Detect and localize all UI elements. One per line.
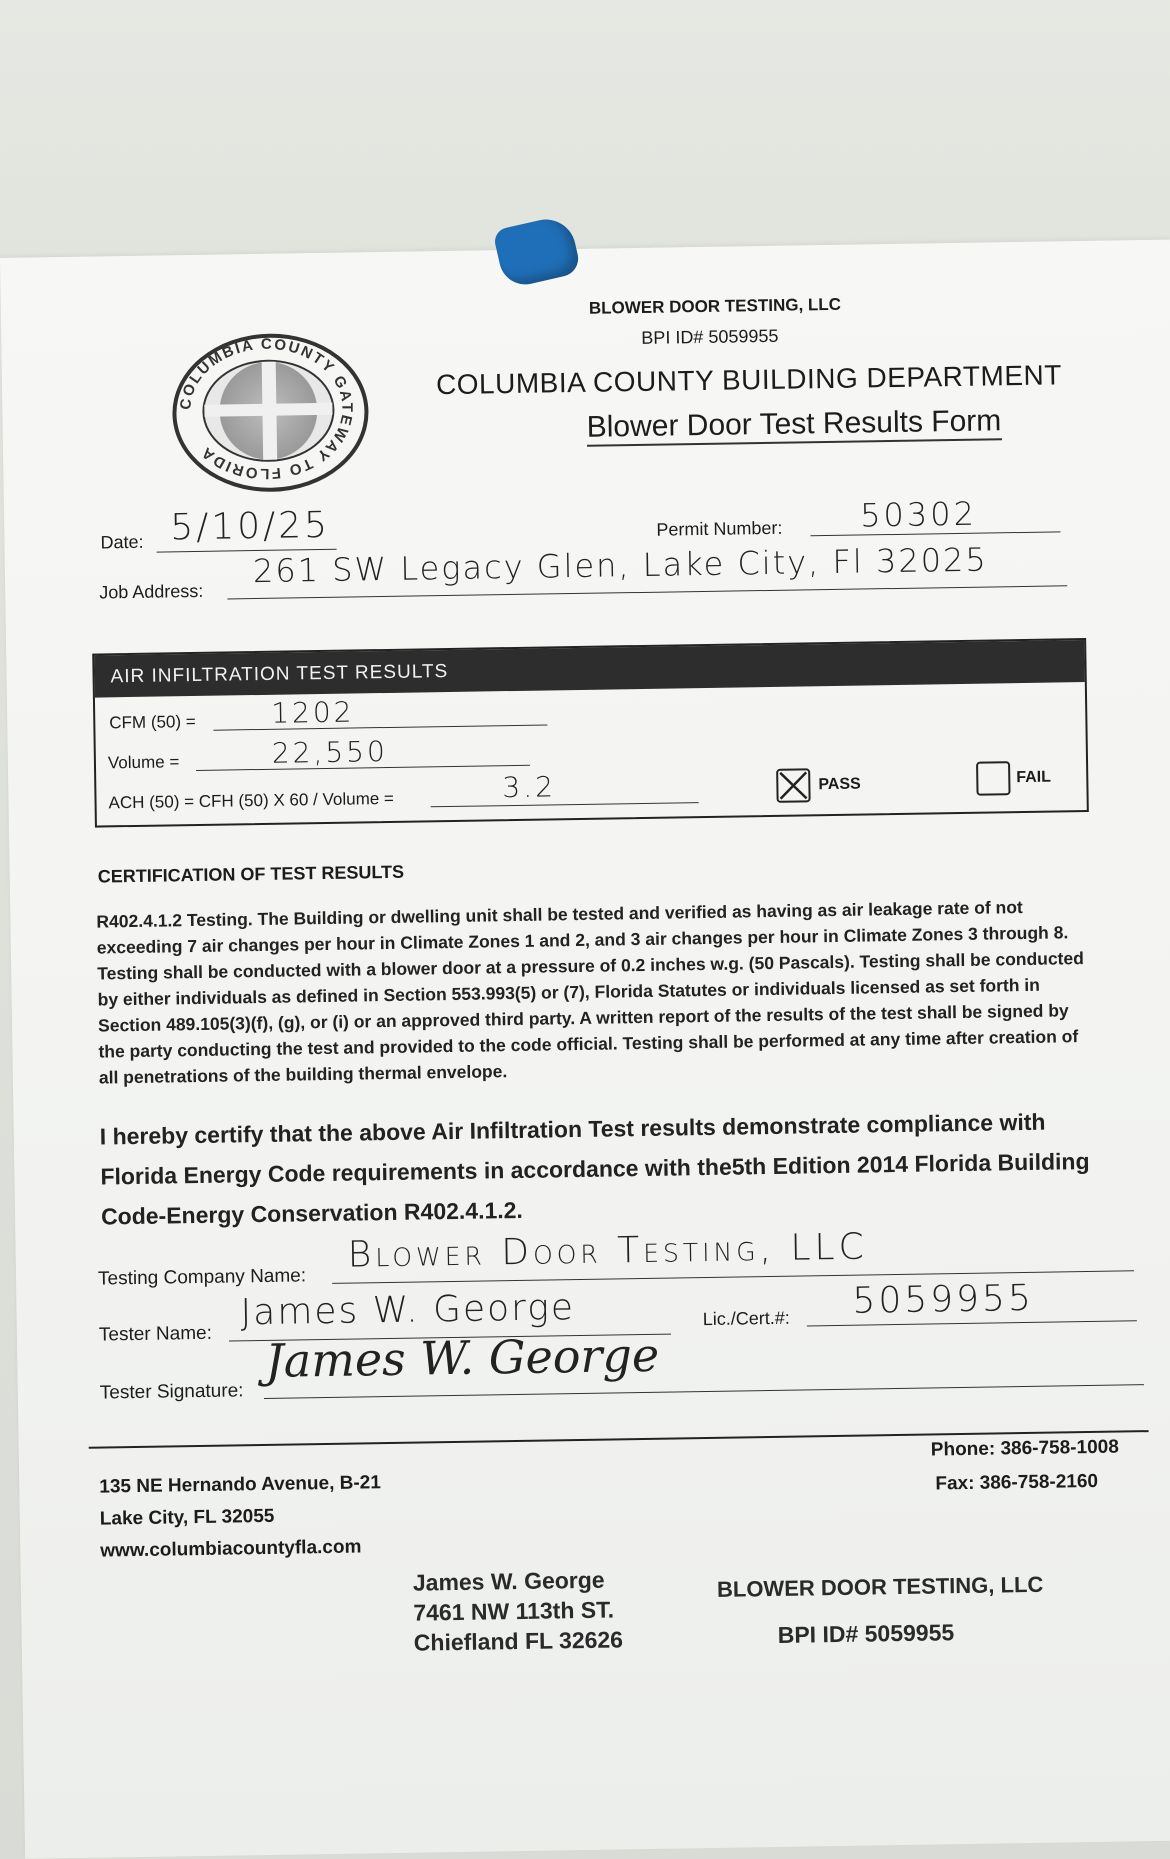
- cfm-value: 1202: [270, 695, 355, 730]
- permit-label: Permit Number:: [656, 517, 783, 540]
- form-title: Blower Door Test Results Form: [586, 404, 1001, 447]
- ach-value: 3.2: [502, 770, 557, 805]
- fail-checkbox[interactable]: [976, 761, 1011, 796]
- footer-fax: Fax: 386-758-2160: [935, 1470, 1099, 1495]
- blue-tape: [492, 214, 581, 290]
- bpi-id: BPI ID# 5059955: [641, 325, 779, 348]
- footer-website[interactable]: www.columbiacountyfla.com: [100, 1536, 362, 1562]
- form-sheet: [0, 240, 1170, 1859]
- company-name: BLOWER DOOR TESTING, LLC: [588, 294, 842, 318]
- certification-heading: CERTIFICATION OF TEST RESULTS: [97, 861, 405, 887]
- lic-value: 5059955: [852, 1277, 1035, 1322]
- results-heading-bar: [94, 640, 1085, 698]
- testing-company-value: Blower Door Testing, LLC: [347, 1226, 868, 1276]
- svg-text:COLUMBIA COUNTY GATEWAY TO FLO: [176, 334, 357, 483]
- stamp-street: 7461 NW 113th ST.: [413, 1596, 615, 1626]
- certification-statement: I hereby certify that the above Air Infiltration Test results demonstrate compliance with Florida Energy Code requirements in accordance with the5th Edition 2014 Florida Building Code-Energy Conservation R402.4.1.2.: [99, 1108, 1090, 1230]
- date-value: 5/10/25: [169, 504, 331, 549]
- pass-label: PASS: [818, 775, 861, 794]
- tester-name-value: James W. George: [240, 1287, 576, 1334]
- footer-address-2: Lake City, FL 32055: [99, 1505, 275, 1530]
- volume-value: 22,550: [271, 734, 389, 770]
- tester-signature: James W. George: [264, 1327, 660, 1388]
- department-title: COLUMBIA COUNTY BUILDING DEPARTMENT: [435, 359, 1063, 401]
- fail-label: FAIL: [1016, 768, 1052, 787]
- ach-label: ACH (50) = CFH (50) X 60 / Volume =: [108, 788, 395, 813]
- seal-text: COLUMBIA COUNTY GATEWAY TO FLORIDA: [177, 335, 356, 482]
- address-label: Job Address:: [99, 580, 204, 603]
- volume-label: Volume =: [107, 752, 180, 773]
- tester-name-label: Tester Name:: [98, 1322, 213, 1346]
- stamp-city: Chiefland FL 32626: [413, 1626, 624, 1656]
- footer-phone: Phone: 386-758-1008: [930, 1436, 1119, 1461]
- county-seal: [171, 332, 369, 493]
- results-heading: AIR INFILTRATION TEST RESULTS: [110, 661, 449, 688]
- date-label: Date:: [100, 531, 144, 553]
- stamp-name: James W. George: [412, 1566, 605, 1596]
- cfm-label: CFM (50) =: [109, 711, 196, 733]
- pass-checkbox[interactable]: [776, 768, 811, 803]
- ach-line: [431, 802, 699, 807]
- permit-value: 50302: [859, 494, 978, 535]
- results-box: [92, 638, 1089, 828]
- certification-body: R402.4.1.2 Testing. The Building or dwelling unit shall be tested and verified as having as air leakage rate of not exceeding 7 air changes per hour in Climate Zones 1 and 2, and 3 air changes per hour in Climate Zones 3 through 8. Testing shall be conducted with a blower door at a pressure of 0.2 inches w.g. (50 Pascals). Testing shall be conducted by either individuals as defined in Section 553.993(5) or (7), Florida Statutes or individuals licensed as set forth in Section 489.105(3)(f), (g), or (i) or an approved third party. A written report of the results of the test shall be signed by the party conducting the test and provided to the code official. Testing shall be performed at any time after creation of all penetrations of the building thermal envelope.: [96, 897, 1085, 1088]
- cfm-line: [213, 724, 547, 730]
- footer-address-1: 135 NE Hernando Avenue, B-21: [99, 1472, 382, 1498]
- signature-line: [264, 1384, 1144, 1399]
- stamp-bpi: BPI ID# 5059955: [777, 1619, 955, 1648]
- signature-label: Tester Signature:: [99, 1380, 244, 1404]
- address-value: 261 SW Legacy Glen, Lake City, Fl 32025: [252, 540, 989, 591]
- stamp-company: BLOWER DOOR TESTING, LLC: [716, 1571, 1044, 1602]
- testing-company-label: Testing Company Name:: [97, 1265, 307, 1290]
- check-x-icon: [778, 770, 808, 800]
- lic-label: Lic./Cert.#:: [702, 1307, 790, 1330]
- seal-ring-icon: [171, 332, 361, 485]
